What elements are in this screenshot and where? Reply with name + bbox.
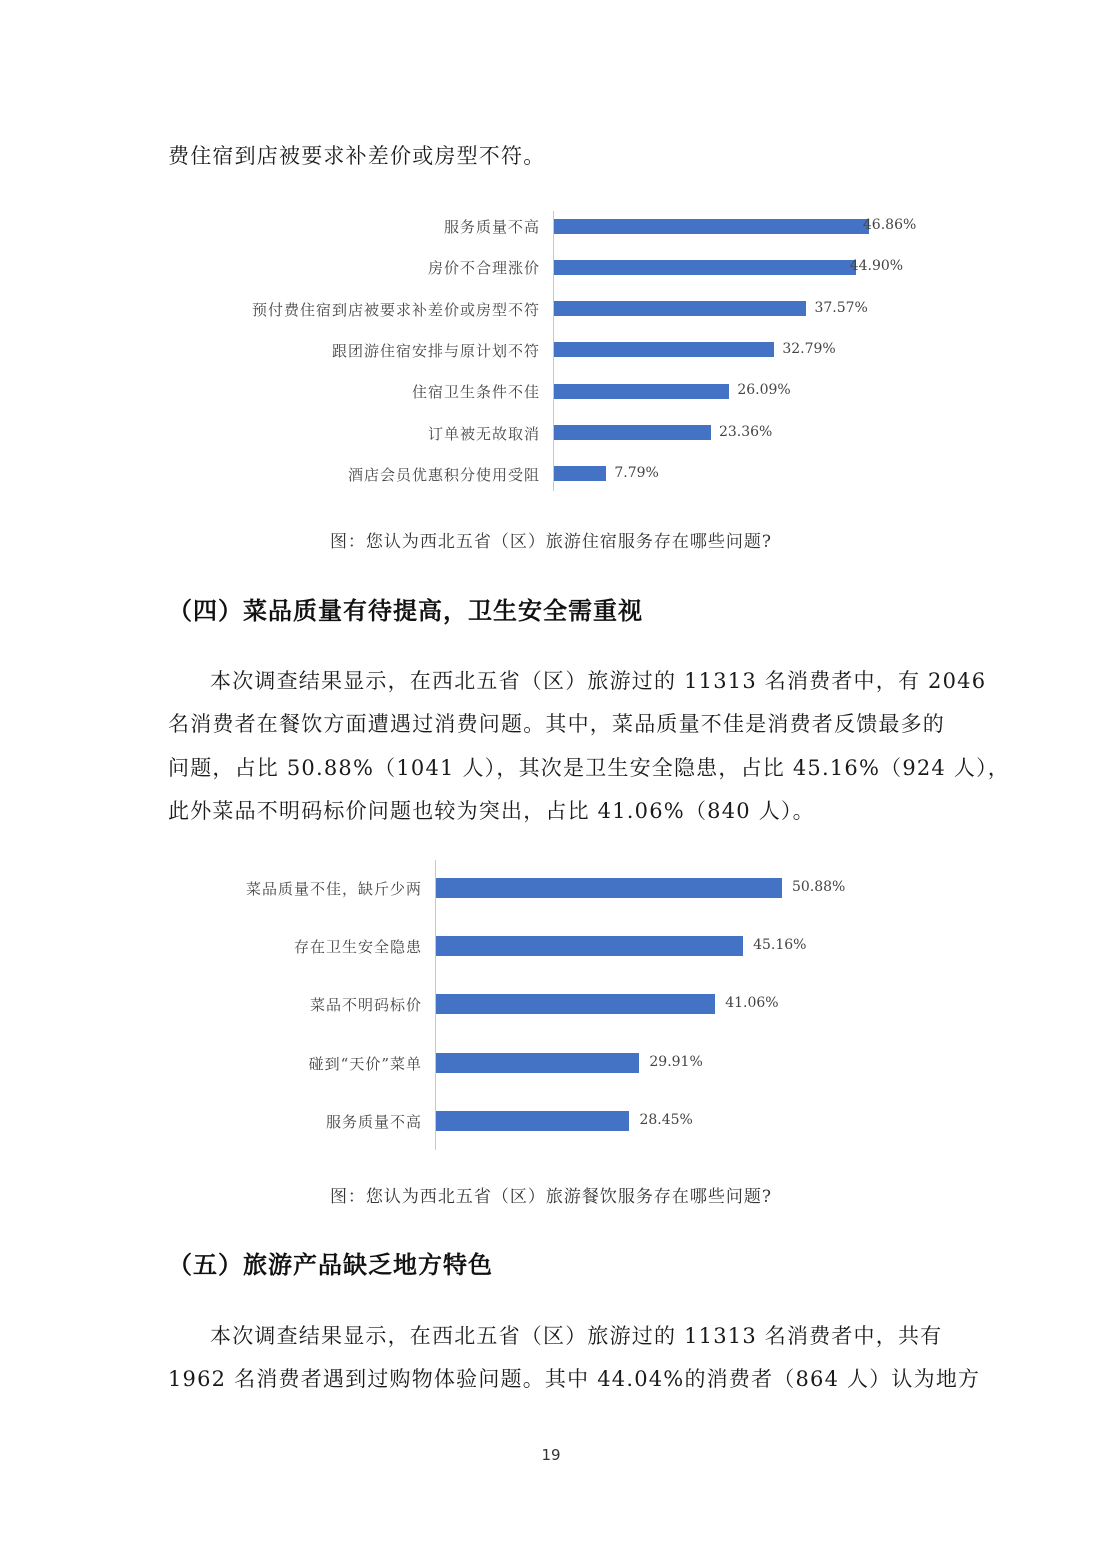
chart2-caption: 图：您认为西北五省（区）旅游餐饮服务存在哪些问题? (329, 1187, 773, 1207)
chart-category-label: 跟团游住宿安排与原计划不符 (331, 341, 540, 360)
section4-heading: （四）菜品质量有待提高，卫生安全需重视 (168, 597, 643, 625)
chart-value-label: 7.79% (614, 464, 659, 481)
paragraph-line: 此外菜品不明码标价问题也较为突出，占比 41.06%（840 人）。 (168, 799, 815, 823)
chart-bar (554, 301, 806, 316)
chart-category-label: 菜品质量不佳，缺斤少两 (245, 880, 422, 898)
paragraph-line: 1962 名消费者遇到过购物体验问题。其中 44.04%的消费者（864 人）认为地方 (168, 1367, 981, 1391)
chart-bar (554, 384, 729, 399)
chart-category-label: 菜品不明码标价 (309, 996, 422, 1015)
chart-bar (554, 219, 869, 234)
chart-value-label: 45.16% (753, 937, 807, 954)
chart-value-label: 46.86% (862, 217, 917, 233)
chart-bar (554, 466, 606, 481)
chart-category-label: 酒店会员优惠积分使用受阻 (347, 465, 540, 484)
paragraph-line: 费住宿到店被要求补差价或房型不符。 (168, 144, 546, 168)
chart-bar (554, 260, 856, 275)
chart-category-label: 碰到“天价”菜单 (308, 1054, 422, 1073)
chart-bar (436, 1053, 639, 1073)
chart-value-label: 41.06% (725, 995, 779, 1012)
chart-category-label: 存在卫生安全隐患 (293, 938, 422, 957)
section5-heading: （五）旅游产品缺乏地方特色 (168, 1251, 493, 1279)
chart-value-label: 28.45% (639, 1111, 693, 1128)
paragraph-line: 本次调查结果显示，在西北五省（区）旅游过的 11313 名消费者中，有 2046 (210, 669, 987, 693)
chart-value-label: 44.90% (849, 258, 904, 275)
chart-category-label: 房价不合理涨价 (427, 259, 540, 278)
chart-bar (554, 342, 774, 357)
chart-value-label: 32.79% (782, 340, 836, 357)
chart-value-label: 50.88% (791, 879, 846, 895)
chart-bar (436, 994, 715, 1014)
chart-bar (436, 1111, 629, 1131)
chart-category-label: 预付费住宿到店被要求补差价或房型不符 (251, 300, 540, 319)
chart-value-label: 29.91% (649, 1053, 703, 1070)
chart-category-label: 服务质量不高 (325, 1112, 422, 1131)
paragraph-line: 问题，占比 50.88%（1041 人），其次是卫生安全隐患，占比 45.16%（924 人）， (168, 756, 1010, 780)
chart-bar (436, 936, 743, 956)
page-number: 19 (541, 1446, 561, 1464)
chart-category-label: 订单被无故取消 (427, 424, 540, 443)
accommodation-issues-chart (160, 205, 940, 495)
chart-bar (436, 878, 782, 898)
chart-value-label: 26.09% (737, 382, 791, 399)
chart-value-label: 23.36% (718, 423, 773, 440)
chart-category-label: 住宿卫生条件不佳 (411, 383, 540, 402)
dining-issues-chart (222, 858, 870, 1170)
chart-category-label: 服务质量不高 (443, 218, 540, 236)
paragraph-line: 名消费者在餐饮方面遭遇过消费问题。其中，菜品质量不佳是消费者反馈最多的 (168, 712, 945, 736)
paragraph-line: 本次调查结果显示，在西北五省（区）旅游过的 11313 名消费者中，共有 (210, 1324, 943, 1348)
chart1-caption: 图：您认为西北五省（区）旅游住宿服务存在哪些问题? (329, 532, 773, 552)
chart-bar (554, 425, 711, 440)
chart-value-label: 37.57% (814, 299, 868, 316)
